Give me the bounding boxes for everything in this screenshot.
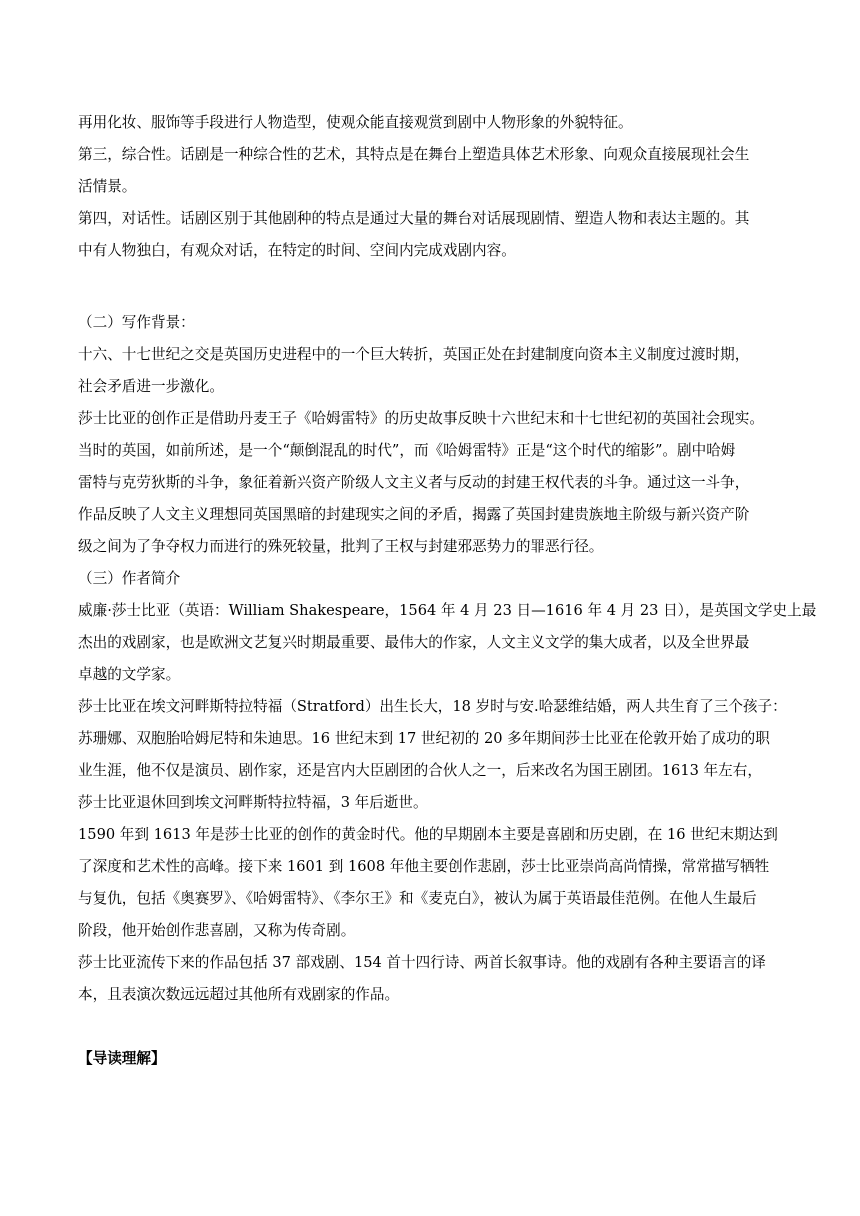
text-line: 雷特与克劳狄斯的斗争，象征着新兴资产阶级人文主义者与反动的封建王权代表的斗争。通过这一斗争，	[78, 474, 750, 491]
text-line: 级之间为了争夺权力而进行的殊死较量，批判了王权与封建邪恶势力的罪恶行径。	[78, 538, 604, 555]
text-line: 阶段，他开始创作悲喜剧，又称为传奇剧。	[78, 922, 356, 939]
text-line: 苏珊娜、双胞胎哈姆尼特和朱迪思。16 世纪末到 17 世纪初的 20 多年期间莎士比亚在伦敦开始了成功的职	[78, 730, 770, 747]
text-line: 本，且表演次数远远超过其他所有戏剧家的作品。	[78, 986, 400, 1003]
text-line: 了深度和艺术性的高峰。接下来 1601 到 1608 年他主要创作悲剧，莎士比亚崇尚高尚情操，常常描写牺牲	[78, 858, 770, 875]
text-line: 莎士比亚退休回到埃文河畔斯特拉特福，3 年后逝世。	[78, 794, 428, 811]
section-heading-author: （三）作者简介	[78, 570, 181, 587]
text-line: 与复仇，包括《奥赛罗》、《哈姆雷特》、《李尔王》和《麦克白》，被认为属于英语最佳范例。在他人生最后	[78, 890, 757, 907]
text-line: 威廉·莎士比亚（英语：William Shakespeare，1564 年 4 月 23 日—1616 年 4 月 23 日），是英国文学史上最	[78, 602, 817, 619]
section-heading-background: （二）写作背景：	[78, 314, 195, 331]
text-line: 社会矛盾进一步激化。	[78, 378, 224, 395]
text-line: 卓越的文学家。	[78, 666, 181, 683]
text-line: 第四，对话性。话剧区别于其他剧种的特点是通过大量的舞台对话展现剧情、塑造人物和表达主题的。其	[78, 210, 750, 227]
text-line: 杰出的戏剧家，也是欧洲文艺复兴时期最重要、最伟大的作家，人文主义文学的集大成者，以及全世界最	[78, 634, 750, 651]
text-line: 当时的英国，如前所述，是一个“颠倒混乱的时代”，而《哈姆雷特》正是“这个时代的缩影”。剧中哈姆	[78, 442, 736, 459]
text-line: 莎士比亚流传下来的作品包括 37 部戏剧、154 首十四行诗、两首长叙事诗。他的戏剧有各种主要语言的译	[78, 954, 766, 971]
text-line: 业生涯，他不仅是演员、剧作家，还是宫内大臣剧团的合伙人之一，后来改名为国王剧团。1613 年左右，	[78, 762, 762, 779]
text-line: 第三，综合性。话剧是一种综合性的艺术，其特点是在舞台上塑造具体艺术形象、向观众直接展现社会生	[78, 146, 750, 163]
text-line: 活情景。	[78, 178, 137, 195]
text-line: 莎士比亚在埃文河畔斯特拉特福（Stratford）出生长大，18 岁时与安.哈瑟维结婚，两人共生育了三个孩子：	[78, 698, 787, 715]
text-line: 作品反映了人文主义理想同英国黑暗的封建现实之间的矛盾，揭露了英国封建贵族地主阶级与新兴资产阶	[78, 506, 750, 523]
text-line: 再用化妆、服饰等手段进行人物造型，使观众能直接观赏到剧中人物形象的外貌特征。	[78, 114, 633, 131]
text-line: 中有人物独白，有观众对话，在特定的时间、空间内完成戏剧内容。	[78, 242, 516, 259]
text-line: 1590 年到 1613 年是莎士比亚的创作的黄金时代。他的早期剧本主要是喜剧和历史剧，在 16 世纪末期达到	[78, 826, 778, 843]
section-heading-reading: 【导读理解】	[78, 1050, 166, 1067]
text-line: 莎士比亚的创作正是借助丹麦王子《哈姆雷特》的历史故事反映十六世纪末和十七世纪初的英国社会现实。	[78, 410, 764, 427]
text-line: 十六、十七世纪之交是英国历史进程中的一个巨大转折，英国正处在封建制度向资本主义制度过渡时期，	[78, 346, 750, 363]
